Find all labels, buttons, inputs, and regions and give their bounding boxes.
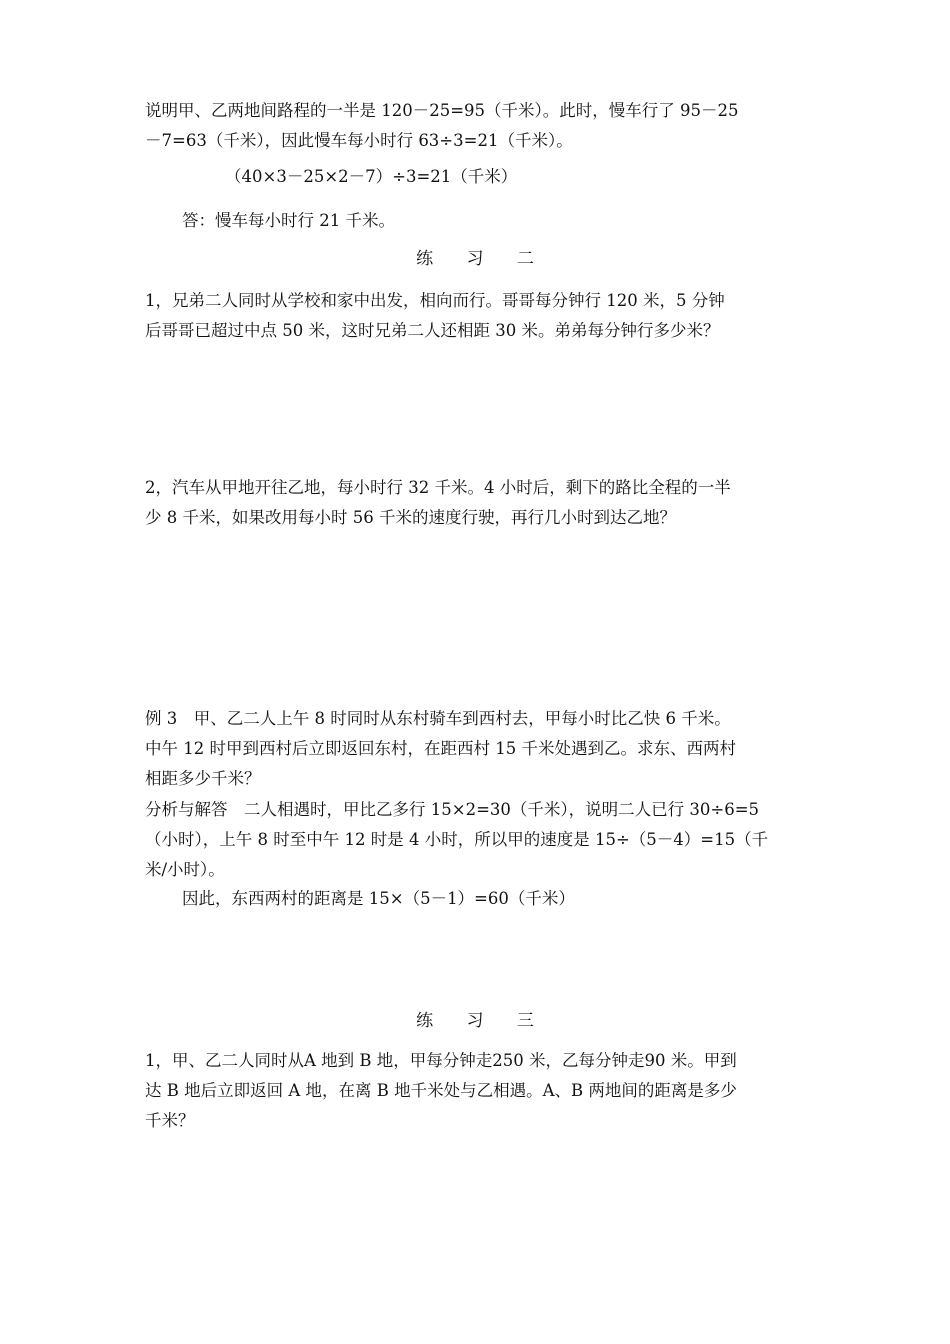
- conclusion-line: 因此，东西两村的距离是 15×（5－1）=60（千米）: [182, 889, 575, 908]
- example-3: [145, 704, 810, 794]
- text-line: 中午 12 时甲到西村后立即返回东村，在距西村 15 千米处遇到乙。求东、西两村: [145, 739, 736, 758]
- question-1: [145, 286, 810, 346]
- intro-paragraph: [145, 96, 810, 156]
- text-line: 后哥哥已超过中点 50 米，这时兄弟二人还相距 30 米。弟弟每分钟行多少米？: [145, 321, 720, 340]
- text-line: 例 3 甲、乙二人上午 8 时同时从东村骑车到西村去，甲每小时比乙快 6 千米。: [145, 709, 731, 728]
- question-1: [145, 1046, 810, 1136]
- text-line: （小时），上午 8 时至中午 12 时是 4 小时，所以甲的速度是 15÷（5－4）=15（千: [145, 830, 769, 849]
- section-heading-practice-2: 练 习 二: [416, 249, 548, 269]
- text-line: 达 B 地后立即返回 A 地，在离 B 地千米处与乙相遇。A、B 两地间的距离是多少: [145, 1081, 737, 1100]
- question-2: [145, 473, 810, 533]
- text-line: 千米？: [145, 1111, 195, 1130]
- text-line: 分析与解答 二人相遇时，甲比乙多行 15×2=30（千米），说明二人已行 30÷6=5: [145, 800, 760, 819]
- formula-line: （40×3－25×2－7）÷3=21（千米）: [225, 167, 518, 186]
- answer-line: 答：慢车每小时行 21 千米。: [182, 211, 395, 230]
- text-line: －7=63（千米），因此慢车每小时行 63÷3=21（千米）。: [145, 131, 573, 150]
- text-line: 1，甲、乙二人同时从A 地到 B 地，甲每分钟走250 米，乙每分钟走90 米。甲到: [145, 1051, 737, 1070]
- text-line: 米/小时）。: [145, 860, 225, 879]
- text-line: 相距多少千米？: [145, 769, 261, 788]
- text-line: 2，汽车从甲地开往乙地，每小时行 32 千米。4 小时后，剩下的路比全程的一半: [145, 478, 731, 497]
- text-line: 1，兄弟二人同时从学校和家中出发，相向而行。哥哥每分钟行 120 米，5 分钟: [145, 291, 725, 310]
- text-line: 少 8 千米，如果改用每小时 56 千米的速度行驶，再行几小时到达乙地？: [145, 508, 676, 527]
- text-line: 说明甲、乙两地间路程的一半是 120－25=95（千米）。此时，慢车行了 95－25: [145, 101, 739, 120]
- analysis-paragraph: [145, 795, 810, 885]
- section-heading-practice-3: 练 习 三: [416, 1011, 548, 1031]
